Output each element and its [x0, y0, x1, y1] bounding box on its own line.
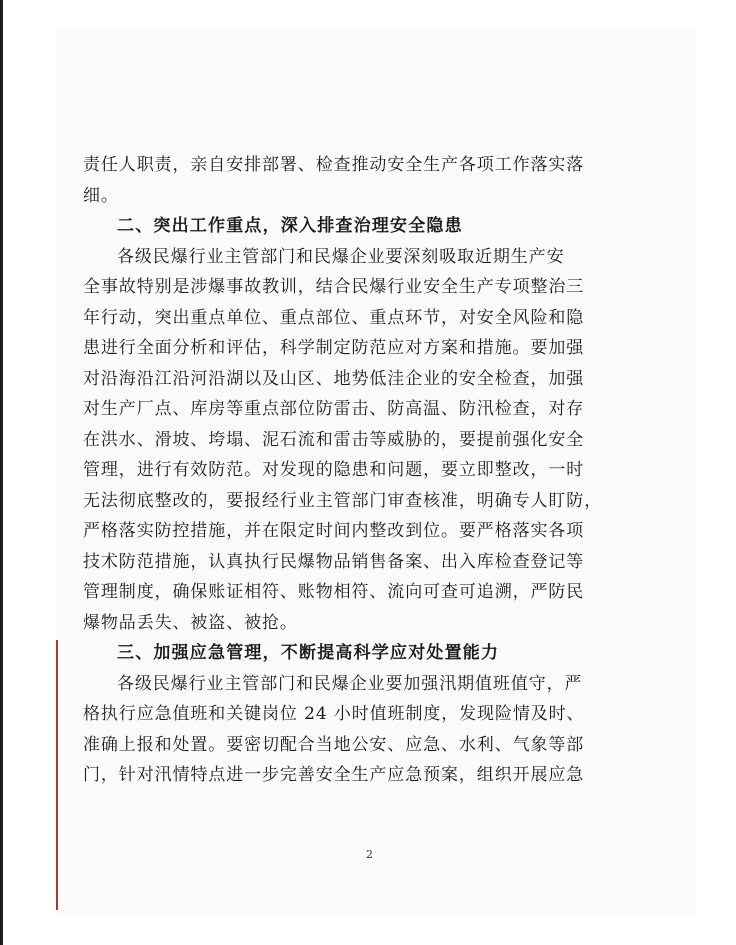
red-margin-line — [56, 640, 58, 910]
text-line: 无法彻底整改的，要报经行业主管部门审查核准，明确专人盯防， — [83, 490, 603, 511]
text-line: 各级民爆行业主管部门和民爆企业要深刻吸取近期生产安 — [117, 246, 565, 267]
text-line: 在洪水、滑坡、垮塌、泥石流和雷击等威胁的，要提前强化安全 — [83, 429, 585, 450]
text-line: 各级民爆行业主管部门和民爆企业要加强汛期值班值守，严 — [117, 673, 583, 694]
section-heading: 二、突出工作重点，深入排查治理安全隐患 — [117, 216, 463, 236]
text-line: 年行动，突出重点单位、重点部位、重点环节，对安全风险和隐 — [83, 307, 585, 328]
text-line: 对生产厂点、库房等重点部位防雷击、防高温、防汛检查，对存 — [83, 399, 585, 419]
section-heading: 三、加强应急管理，不断提高科学应对处置能力 — [117, 643, 500, 663]
text-line: 责任人职责，亲自安排部署、检查推动安全生产各项工作落实落 — [83, 155, 585, 175]
text-line: 对沿海沿江沿河沿湖以及山区、地势低洼企业的安全检查，加强 — [83, 368, 585, 389]
text-line: 患进行全面分析和评估，科学制定防范应对方案和措施。要加强 — [83, 338, 585, 358]
text-line: 严格落实防控措施，并在限定时间内整改到位。要严格落实各项 — [83, 521, 585, 541]
text-line: 准确上报和处置。要密切配合当地公安、应急、水利、气象等部 — [83, 734, 585, 755]
text-line: 门，针对汛情特点进一步完善安全生产应急预案，组织开展应急 — [83, 765, 585, 785]
text-line: 格执行应急值班和关键岗位 24 小时值班制度，发现险情及时、 — [83, 704, 585, 724]
text-line: 爆物品丢失、被盗、被抢。 — [83, 612, 298, 633]
text-line: 管理制度，确保账证相符、账物相符、流向可查可追溯，严防民 — [83, 582, 585, 602]
text-line: 细。 — [83, 185, 119, 206]
text-line: 技术防范措施，认真执行民爆物品销售备案、出入库检查登记等 — [83, 551, 585, 572]
text-line: 管理，进行有效防范。对发现的隐患和问题，要立即整改，一时 — [83, 460, 585, 480]
text-line: 全事故特别是涉爆事故教训，结合民爆行业安全生产专项整治三 — [83, 277, 585, 297]
document-body — [83, 150, 603, 791]
scan-left-border — [0, 0, 3, 945]
page-number: 2 — [366, 848, 373, 861]
